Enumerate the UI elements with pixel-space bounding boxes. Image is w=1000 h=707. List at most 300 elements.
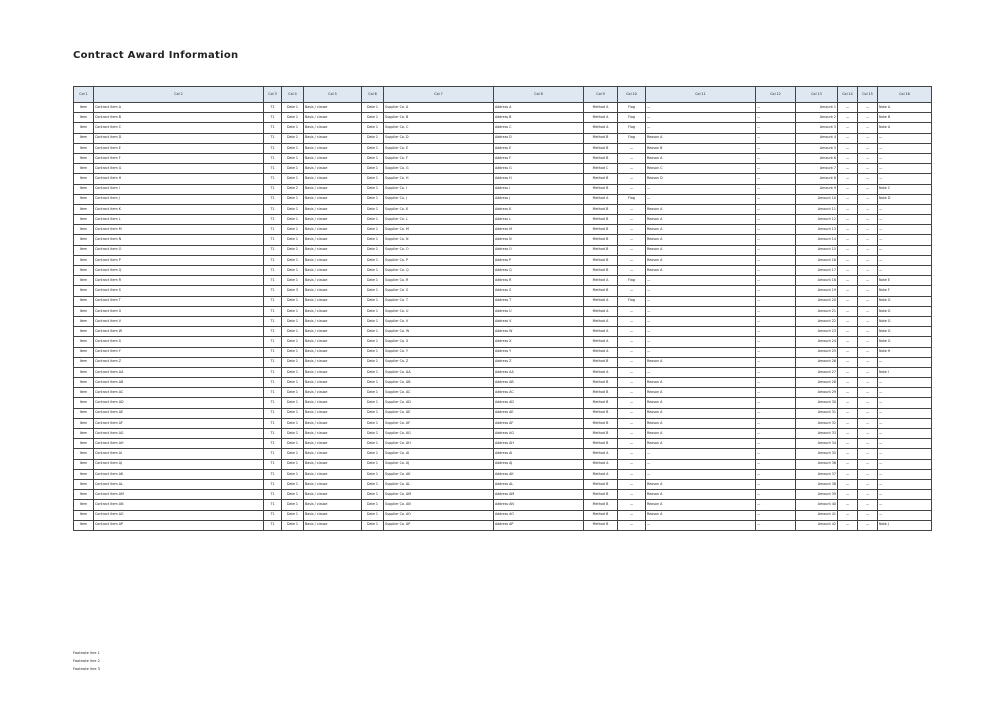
- table-cell: Item: [74, 316, 94, 326]
- table-cell: —: [838, 510, 858, 520]
- table-cell: —: [618, 255, 646, 265]
- table-cell: —: [878, 378, 932, 388]
- table-cell: Item: [74, 408, 94, 418]
- table-cell: Note E: [878, 276, 932, 286]
- table-cell: Flag: [618, 113, 646, 123]
- table-cell: Reason A: [646, 500, 756, 510]
- table-cell: Note A: [878, 103, 932, 113]
- table-cell: —: [858, 520, 878, 530]
- table-cell: —: [618, 449, 646, 459]
- table-cell: Contract item S: [94, 286, 264, 296]
- table-cell: Date 1: [282, 398, 304, 408]
- table-cell: —: [756, 449, 796, 459]
- table-cell: Basis / clause: [304, 204, 362, 214]
- table-cell: —: [838, 153, 858, 163]
- table-cell: T1: [264, 469, 282, 479]
- table-cell: Address T: [494, 296, 584, 306]
- table-cell: —: [878, 215, 932, 225]
- table-cell: T1: [264, 520, 282, 530]
- table-cell: Contract item M: [94, 225, 264, 235]
- table-cell: Contract item AO: [94, 510, 264, 520]
- table-row: [74, 204, 932, 214]
- table-cell: Supplier Co. Z: [384, 357, 494, 367]
- table-cell: —: [858, 337, 878, 347]
- table-cell: T1: [264, 357, 282, 367]
- table-cell: Amount 34: [796, 439, 838, 449]
- table-cell: Date 1: [282, 123, 304, 133]
- table-cell: —: [618, 225, 646, 235]
- table-cell: Amount 42: [796, 520, 838, 530]
- table-cell: —: [838, 337, 858, 347]
- table-cell: Item: [74, 398, 94, 408]
- table-cell: Amount 35: [796, 449, 838, 459]
- table-cell: —: [756, 347, 796, 357]
- table-cell: Amount 25: [796, 347, 838, 357]
- column-header: Col 8: [494, 87, 584, 103]
- table-cell: —: [756, 245, 796, 255]
- table-cell: Basis / clause: [304, 123, 362, 133]
- table-cell: Amount 7: [796, 164, 838, 174]
- table-cell: Flag: [618, 123, 646, 133]
- table-cell: Address AN: [494, 500, 584, 510]
- table-cell: Date 1: [362, 143, 384, 153]
- table-cell: —: [618, 500, 646, 510]
- table-cell: Method B: [584, 133, 618, 143]
- table-row: [74, 143, 932, 153]
- table-cell: Item: [74, 235, 94, 245]
- table-cell: —: [618, 469, 646, 479]
- table-cell: T1: [264, 153, 282, 163]
- table-cell: Item: [74, 429, 94, 439]
- table-cell: —: [618, 204, 646, 214]
- table-cell: Item: [74, 276, 94, 286]
- table-cell: —: [618, 245, 646, 255]
- table-row: [74, 510, 932, 520]
- table-cell: Date 1: [282, 490, 304, 500]
- table-cell: —: [858, 103, 878, 113]
- table-cell: —: [756, 429, 796, 439]
- table-cell: Supplier Co. AD: [384, 398, 494, 408]
- table-cell: Supplier Co. AL: [384, 479, 494, 489]
- table-cell: Amount 38: [796, 479, 838, 489]
- table-cell: Date 1: [282, 113, 304, 123]
- table-cell: —: [858, 469, 878, 479]
- table-cell: Method A: [584, 316, 618, 326]
- table-cell: —: [858, 245, 878, 255]
- table-cell: —: [618, 306, 646, 316]
- table-cell: —: [878, 357, 932, 367]
- table-cell: Supplier Co. Q: [384, 266, 494, 276]
- table-cell: Amount 28: [796, 378, 838, 388]
- table-cell: T1: [264, 337, 282, 347]
- table-cell: Address M: [494, 225, 584, 235]
- table-cell: Date 1: [282, 164, 304, 174]
- table-cell: Contract item A: [94, 103, 264, 113]
- table-cell: Date 1: [362, 276, 384, 286]
- table-cell: Contract item AE: [94, 408, 264, 418]
- table-cell: Address AF: [494, 418, 584, 428]
- table-row: [74, 418, 932, 428]
- table-cell: Contract item AI: [94, 449, 264, 459]
- column-header: Col 15: [858, 87, 878, 103]
- table-cell: Contract item AP: [94, 520, 264, 530]
- table-cell: —: [756, 459, 796, 469]
- table-cell: Contract item AB: [94, 378, 264, 388]
- footnote-1: Footnote line 1: [73, 651, 100, 655]
- table-cell: Method B: [584, 490, 618, 500]
- table-cell: —: [756, 388, 796, 398]
- table-cell: Item: [74, 296, 94, 306]
- table-cell: T1: [264, 459, 282, 469]
- column-header: Col 12: [756, 87, 796, 103]
- table-row: [74, 378, 932, 388]
- column-header: Col 10: [618, 87, 646, 103]
- table-cell: Method B: [584, 255, 618, 265]
- contract-table-sheet: [73, 86, 931, 610]
- table-cell: —: [878, 133, 932, 143]
- table-cell: Item: [74, 215, 94, 225]
- table-cell: Amount 41: [796, 510, 838, 520]
- table-cell: Basis / clause: [304, 103, 362, 113]
- table-cell: Amount 11: [796, 204, 838, 214]
- table-cell: —: [756, 255, 796, 265]
- table-cell: —: [878, 418, 932, 428]
- table-cell: Supplier Co. L: [384, 215, 494, 225]
- table-cell: —: [618, 347, 646, 357]
- table-cell: Item: [74, 388, 94, 398]
- table-cell: Supplier Co. K: [384, 204, 494, 214]
- table-cell: Basis / clause: [304, 459, 362, 469]
- table-cell: Date 1: [282, 204, 304, 214]
- table-row: [74, 500, 932, 510]
- table-cell: Item: [74, 143, 94, 153]
- table-cell: Date 1: [362, 398, 384, 408]
- table-cell: Date 1: [362, 388, 384, 398]
- table-cell: T1: [264, 418, 282, 428]
- table-cell: Basis / clause: [304, 520, 362, 530]
- table-cell: —: [838, 398, 858, 408]
- table-cell: Basis / clause: [304, 245, 362, 255]
- table-header-row: [74, 87, 932, 103]
- table-cell: Item: [74, 113, 94, 123]
- table-cell: Note C: [878, 184, 932, 194]
- table-cell: Contract item AD: [94, 398, 264, 408]
- table-cell: —: [858, 204, 878, 214]
- table-cell: T1: [264, 215, 282, 225]
- table-row: [74, 123, 932, 133]
- table-cell: Flag: [618, 133, 646, 143]
- table-cell: Date 1: [282, 296, 304, 306]
- table-cell: Method B: [584, 500, 618, 510]
- table-cell: Contract item Q: [94, 266, 264, 276]
- table-cell: —: [858, 286, 878, 296]
- table-cell: Basis / clause: [304, 357, 362, 367]
- table-cell: Note G: [878, 306, 932, 316]
- table-cell: Date 2: [282, 184, 304, 194]
- table-cell: Basis / clause: [304, 418, 362, 428]
- table-cell: Amount 16: [796, 255, 838, 265]
- table-cell: Amount 12: [796, 215, 838, 225]
- table-cell: Note B: [878, 113, 932, 123]
- table-cell: Address L: [494, 215, 584, 225]
- table-cell: —: [838, 520, 858, 530]
- table-cell: Item: [74, 479, 94, 489]
- table-cell: Contract item U: [94, 306, 264, 316]
- table-cell: —: [858, 153, 878, 163]
- table-cell: Flag: [618, 103, 646, 113]
- table-cell: Reason A: [646, 479, 756, 489]
- table-row: [74, 347, 932, 357]
- table-cell: —: [618, 357, 646, 367]
- footnote-3: Footnote line 3: [73, 667, 100, 671]
- table-cell: T1: [264, 510, 282, 520]
- table-cell: —: [838, 316, 858, 326]
- table-cell: —: [756, 520, 796, 530]
- table-row: [74, 429, 932, 439]
- table-cell: —: [858, 123, 878, 133]
- table-cell: Date 1: [362, 225, 384, 235]
- table-cell: —: [618, 184, 646, 194]
- table-cell: Reason A: [646, 266, 756, 276]
- table-cell: Method B: [584, 520, 618, 530]
- table-cell: Amount 1: [796, 103, 838, 113]
- table-cell: Contract item E: [94, 143, 264, 153]
- table-cell: —: [756, 306, 796, 316]
- table-cell: Method B: [584, 153, 618, 163]
- table-cell: Address J: [494, 194, 584, 204]
- table-cell: —: [618, 388, 646, 398]
- table-cell: —: [878, 398, 932, 408]
- table-cell: —: [618, 367, 646, 377]
- table-cell: Reason A: [646, 245, 756, 255]
- table-cell: Amount 3: [796, 123, 838, 133]
- table-cell: Basis / clause: [304, 235, 362, 245]
- table-row: [74, 449, 932, 459]
- table-cell: Method B: [584, 429, 618, 439]
- table-cell: Date 1: [362, 469, 384, 479]
- table-cell: Amount 10: [796, 194, 838, 204]
- table-cell: Item: [74, 469, 94, 479]
- table-cell: —: [646, 184, 756, 194]
- table-row: [74, 255, 932, 265]
- table-cell: Amount 26: [796, 357, 838, 367]
- table-cell: —: [756, 500, 796, 510]
- table-cell: Date 1: [362, 184, 384, 194]
- table-cell: Item: [74, 133, 94, 143]
- table-row: [74, 459, 932, 469]
- table-cell: Date 1: [362, 266, 384, 276]
- table-cell: Supplier Co. R: [384, 276, 494, 286]
- table-cell: Item: [74, 520, 94, 530]
- column-header: Col 6: [362, 87, 384, 103]
- table-cell: Method A: [584, 327, 618, 337]
- table-cell: Item: [74, 266, 94, 276]
- table-row: [74, 286, 932, 296]
- table-cell: —: [838, 204, 858, 214]
- table-cell: Item: [74, 255, 94, 265]
- table-cell: Supplier Co. U: [384, 306, 494, 316]
- table-cell: Method B: [584, 204, 618, 214]
- table-cell: —: [618, 398, 646, 408]
- table-cell: Date 1: [282, 469, 304, 479]
- table-cell: Amount 13: [796, 225, 838, 235]
- table-cell: —: [646, 286, 756, 296]
- table-cell: T1: [264, 266, 282, 276]
- table-cell: —: [756, 143, 796, 153]
- table-cell: Supplier Co. O: [384, 245, 494, 255]
- table-cell: Date 1: [362, 347, 384, 357]
- table-cell: Supplier Co. AC: [384, 388, 494, 398]
- table-cell: —: [878, 174, 932, 184]
- table-cell: —: [756, 398, 796, 408]
- table-cell: —: [878, 479, 932, 489]
- table-cell: Address O: [494, 245, 584, 255]
- table-cell: Supplier Co. AI: [384, 449, 494, 459]
- table-cell: Amount 37: [796, 469, 838, 479]
- table-cell: —: [756, 510, 796, 520]
- contract-table: [73, 86, 932, 531]
- table-cell: Contract item AC: [94, 388, 264, 398]
- table-cell: T1: [264, 347, 282, 357]
- table-cell: Note F: [878, 286, 932, 296]
- table-cell: —: [838, 296, 858, 306]
- table-cell: T1: [264, 378, 282, 388]
- table-cell: Contract item L: [94, 215, 264, 225]
- table-cell: Method B: [584, 235, 618, 245]
- table-cell: —: [618, 439, 646, 449]
- table-cell: —: [756, 174, 796, 184]
- table-cell: Basis / clause: [304, 337, 362, 347]
- table-cell: Basis / clause: [304, 510, 362, 520]
- table-cell: T1: [264, 225, 282, 235]
- table-cell: —: [756, 164, 796, 174]
- table-cell: Amount 5: [796, 143, 838, 153]
- table-cell: —: [858, 266, 878, 276]
- table-cell: Date 1: [282, 174, 304, 184]
- table-cell: —: [756, 296, 796, 306]
- table-cell: —: [618, 174, 646, 184]
- table-cell: T1: [264, 408, 282, 418]
- table-row: [74, 398, 932, 408]
- table-cell: —: [756, 357, 796, 367]
- table-cell: T1: [264, 184, 282, 194]
- table-cell: Supplier Co. AH: [384, 439, 494, 449]
- table-cell: Contract item AN: [94, 500, 264, 510]
- table-cell: Date 1: [282, 439, 304, 449]
- table-cell: Date 1: [362, 357, 384, 367]
- table-row: [74, 439, 932, 449]
- table-cell: Basis / clause: [304, 113, 362, 123]
- table-cell: Date 1: [282, 133, 304, 143]
- table-cell: Date 1: [282, 316, 304, 326]
- table-cell: —: [646, 449, 756, 459]
- table-cell: T1: [264, 367, 282, 377]
- table-cell: Address X: [494, 337, 584, 347]
- table-cell: —: [858, 398, 878, 408]
- table-cell: Item: [74, 123, 94, 133]
- table-cell: Method A: [584, 276, 618, 286]
- table-cell: Reason A: [646, 235, 756, 245]
- table-cell: Contract item P: [94, 255, 264, 265]
- table-cell: T1: [264, 245, 282, 255]
- table-cell: Supplier Co. AP: [384, 520, 494, 530]
- table-cell: T1: [264, 398, 282, 408]
- table-cell: Address AP: [494, 520, 584, 530]
- table-cell: Date 1: [362, 123, 384, 133]
- table-cell: Basis / clause: [304, 500, 362, 510]
- table-cell: Contract item F: [94, 153, 264, 163]
- table-cell: —: [858, 429, 878, 439]
- table-cell: Supplier Co. V: [384, 316, 494, 326]
- table-cell: Amount 30: [796, 398, 838, 408]
- table-row: [74, 469, 932, 479]
- table-cell: Basis / clause: [304, 388, 362, 398]
- table-cell: Date 1: [282, 408, 304, 418]
- table-cell: Date 1: [362, 337, 384, 347]
- table-cell: Basis / clause: [304, 153, 362, 163]
- table-cell: —: [858, 388, 878, 398]
- table-cell: Method A: [584, 113, 618, 123]
- table-cell: —: [838, 459, 858, 469]
- table-cell: Contract item AF: [94, 418, 264, 428]
- table-cell: Amount 4: [796, 133, 838, 143]
- table-cell: Date 1: [362, 286, 384, 296]
- table-cell: Method A: [584, 103, 618, 113]
- table-cell: Date 1: [282, 449, 304, 459]
- table-cell: Date 1: [362, 449, 384, 459]
- table-cell: —: [838, 255, 858, 265]
- table-cell: Contract item I: [94, 184, 264, 194]
- table-cell: Supplier Co. AG: [384, 429, 494, 439]
- table-cell: T1: [264, 276, 282, 286]
- table-cell: —: [756, 266, 796, 276]
- table-row: [74, 296, 932, 306]
- table-cell: —: [878, 388, 932, 398]
- table-row: [74, 327, 932, 337]
- table-cell: Address I: [494, 184, 584, 194]
- table-cell: Address AB: [494, 378, 584, 388]
- table-cell: Basis / clause: [304, 286, 362, 296]
- table-cell: —: [858, 500, 878, 510]
- table-cell: —: [858, 306, 878, 316]
- column-header: Col 5: [304, 87, 362, 103]
- table-body: [74, 103, 932, 531]
- table-cell: —: [858, 133, 878, 143]
- table-cell: —: [646, 459, 756, 469]
- table-cell: Note G: [878, 296, 932, 306]
- table-cell: —: [646, 520, 756, 530]
- table-cell: T1: [264, 235, 282, 245]
- table-cell: Date 1: [362, 204, 384, 214]
- table-cell: Basis / clause: [304, 174, 362, 184]
- table-cell: Address AL: [494, 479, 584, 489]
- table-cell: Flag: [618, 194, 646, 204]
- table-cell: —: [756, 225, 796, 235]
- table-cell: Method A: [584, 296, 618, 306]
- table-cell: —: [756, 123, 796, 133]
- table-cell: T1: [264, 255, 282, 265]
- table-row: [74, 235, 932, 245]
- table-cell: Address AC: [494, 388, 584, 398]
- table-row: [74, 174, 932, 184]
- table-cell: Amount 29: [796, 388, 838, 398]
- table-cell: —: [838, 286, 858, 296]
- table-cell: Basis / clause: [304, 469, 362, 479]
- table-cell: —: [878, 449, 932, 459]
- table-cell: Item: [74, 510, 94, 520]
- table-cell: —: [618, 408, 646, 418]
- table-cell: Address U: [494, 306, 584, 316]
